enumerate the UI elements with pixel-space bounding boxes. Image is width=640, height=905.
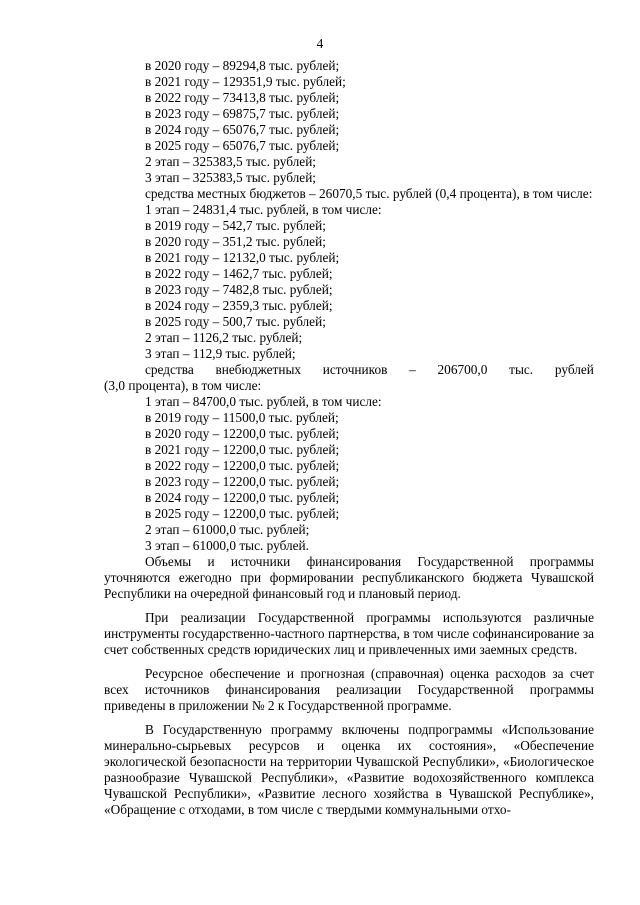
extrabudget-line	[104, 362, 594, 378]
list-item: в 2024 году – 2359,3 тыс. рублей;	[145, 298, 333, 313]
extrabudget-continuation: (3,0 процента), в том числе:	[104, 378, 262, 393]
extrabudget-word: 206700,0	[437, 362, 488, 377]
list-item: 3 этап – 61000,0 тыс. рублей.	[145, 538, 309, 553]
extrabudget-word: средства	[145, 362, 194, 377]
list-item: в 2025 году – 65076,7 тыс. рублей;	[145, 138, 340, 153]
paragraph-resource-support: Ресурсное обеспечение и прогнозная (справочная) оценка расходов за счет всех источников финансирования реализации Государственной программы приведены в приложении № 2 к Государственной программе.	[104, 666, 594, 713]
extrabudget-word: рублей	[554, 362, 594, 377]
list-item: в 2025 году – 500,7 тыс. рублей;	[145, 314, 326, 329]
list-item: в 2022 году – 73413,8 тыс. рублей;	[145, 90, 340, 105]
extrabudget-word: источников	[322, 362, 388, 377]
list-item: 3 этап – 325383,5 тыс. рублей;	[145, 170, 317, 185]
list-item: в 2023 году – 12200,0 тыс. рублей;	[145, 474, 340, 489]
paragraph-public-private: При реализации Государственной программы используются различные инструменты государственно-частного партнерства, в том числе софинансирование за счет собственных средств юридических лиц и привлеченных ими заемных средств.	[104, 610, 594, 657]
list-item: в 2024 году – 12200,0 тыс. рублей;	[145, 490, 340, 505]
list-item: в 2020 году – 351,2 тыс. рублей;	[145, 234, 326, 249]
list-item: 2 этап – 1126,2 тыс. рублей;	[145, 330, 303, 345]
list-item: 1 этап – 84700,0 тыс. рублей, в том числе:	[145, 394, 382, 409]
document-body	[104, 58, 594, 818]
list-item: в 2020 году – 89294,8 тыс. рублей;	[145, 58, 340, 73]
list-item: в 2023 году – 7482,8 тыс. рублей;	[145, 282, 333, 297]
list-item: в 2021 году – 12200,0 тыс. рублей;	[145, 442, 340, 457]
list-item: в 2019 году – 542,7 тыс. рублей;	[145, 218, 326, 233]
list-item: в 2021 году – 12132,0 тыс. рублей;	[145, 250, 340, 265]
list-item: в 2023 году – 69875,7 тыс. рублей;	[145, 106, 340, 121]
funding-list-republican	[104, 58, 594, 186]
list-item: в 2025 году – 12200,0 тыс. рублей;	[145, 506, 340, 521]
list-item: в 2020 году – 12200,0 тыс. рублей;	[145, 426, 340, 441]
paragraph-financing-volumes: Объемы и источники финансирования Государственной программы уточняются ежегодно при формировании республиканского бюджета Чувашской Республики на очередной финансовый год и плановый период.	[104, 554, 594, 601]
list-item: 2 этап – 325383,5 тыс. рублей;	[145, 154, 317, 169]
list-item: 3 этап – 112,9 тыс. рублей;	[145, 346, 296, 361]
list-item: в 2024 году – 65076,7 тыс. рублей;	[145, 122, 340, 137]
list-item: в 2022 году – 12200,0 тыс. рублей;	[145, 458, 340, 473]
paragraph-subprograms: В Государственную программу включены подпрограммы «Использование минерально-сырьевых ресурсов и оценка их состояния», «Обеспечение экологической безопасности на территории Чувашской Республики», «Биологическое разнообразие Чувашской Республики», «Развитие водохозяйственного комплекса Чувашской Республики», «Развитие лесного хозяйства в Чувашской Республике», «Обращение с отходами, в том числе с твердыми коммунальными отхо-	[104, 722, 594, 817]
local-budgets-paragraph: средства местных бюджетов – 26070,5 тыс. рублей (0,4 процента), в том числе:	[145, 186, 593, 201]
list-item: 1 этап – 24831,4 тыс. рублей, в том числе:	[145, 202, 382, 217]
extrabudget-word: тыс.	[509, 362, 534, 377]
extrabudget-word: –	[409, 362, 416, 377]
list-item: в 2021 году – 129351,9 тыс. рублей;	[145, 74, 346, 89]
funding-list-extrabudget	[104, 394, 594, 554]
list-item: 2 этап – 61000,0 тыс. рублей;	[145, 522, 310, 537]
funding-list-local	[104, 202, 594, 362]
list-item: в 2022 году – 1462,7 тыс. рублей;	[145, 266, 333, 281]
page-number: 4	[316, 36, 324, 51]
list-item: в 2019 году – 11500,0 тыс. рублей;	[145, 410, 339, 425]
extrabudget-word: внебюджетных	[215, 362, 302, 377]
